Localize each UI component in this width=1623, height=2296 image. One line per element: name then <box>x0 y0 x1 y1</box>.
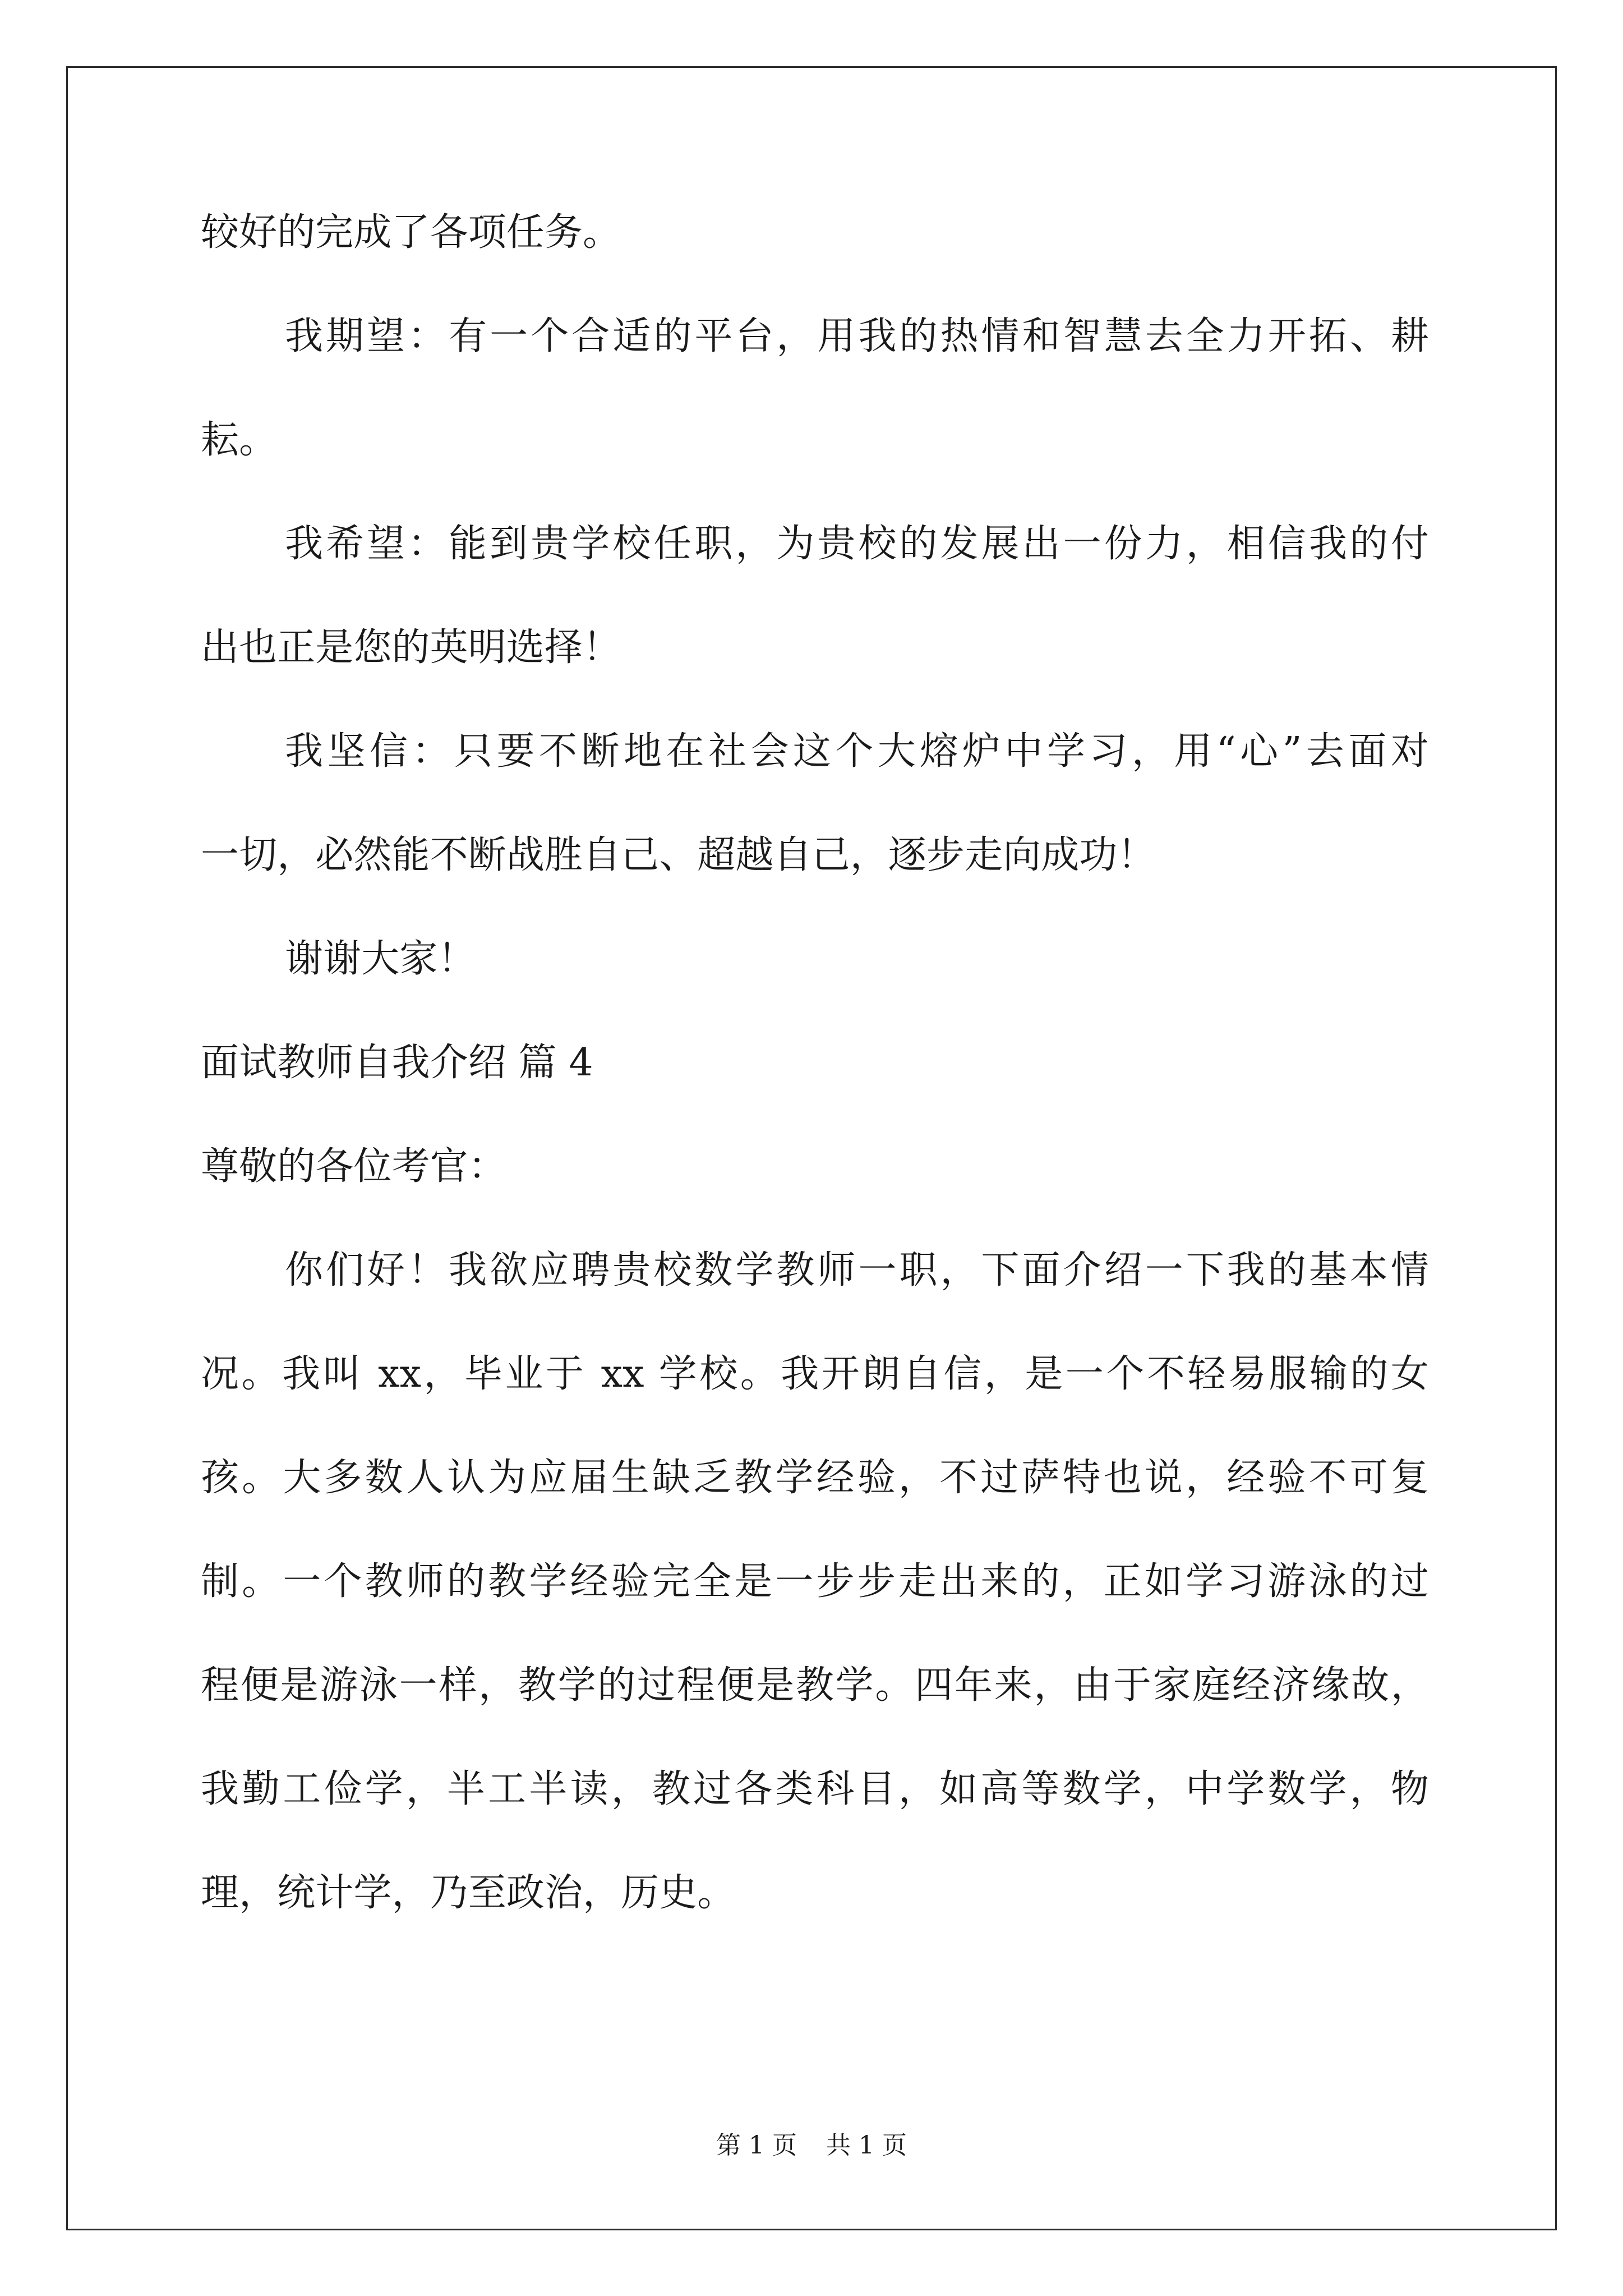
paragraph-line: 况。我叫 xx，毕业于 xx 学校。我开朗自信，是一个不轻易服输的女 <box>201 1352 1429 1396</box>
paragraph-line: 孩。大多数人认为应届生缺乏教学经验，不过萨特也说，经验不可复 <box>201 1456 1429 1500</box>
paragraph-line: 你们好！我欲应聘贵校数学教师一职，下面介绍一下我的基本情 <box>285 1248 1429 1292</box>
page-total: 共 1 页 <box>826 2131 907 2160</box>
paragraph-line: 我希望：能到贵学校任职，为贵校的发展出一份力，相信我的付 <box>285 522 1429 566</box>
document-body <box>201 208 1429 1972</box>
salutation: 尊敬的各位考官： <box>201 1144 506 1189</box>
paragraph-line: 我勤工俭学，半工半读，教过各类科目，如高等数学，中学数学，物 <box>201 1767 1429 1811</box>
text-line: 耘。 <box>201 418 278 462</box>
page-footer <box>0 2129 1623 2162</box>
text-line: 理，统计学，乃至政治，历史。 <box>201 1871 736 1915</box>
paragraph-line: 制。一个教师的教学经验完全是一步步走出来的，正如学习游泳的过 <box>201 1559 1429 1604</box>
paragraph-line: 程便是游泳一样，教学的过程便是教学。四年来，由于家庭经济缘故， <box>201 1663 1429 1708</box>
page-number: 第 1 页 <box>716 2131 797 2160</box>
closing-line: 谢谢大家！ <box>285 937 476 981</box>
text-line: 较好的完成了各项任务。 <box>201 210 621 255</box>
text-line: 一切，必然能不断战胜自己、超越自己，逐步走向成功！ <box>201 833 1156 877</box>
paragraph-line: 我坚信：只要不断地在社会这个大熔炉中学习，用“心”去面对 <box>285 729 1429 774</box>
paragraph-line: 我期望：有一个合适的平台，用我的热情和智慧去全力开拓、耕 <box>285 314 1429 358</box>
text-line: 出也正是您的英明选择！ <box>201 625 621 670</box>
section-heading: 面试教师自我介绍 篇 4 <box>201 1041 593 1085</box>
